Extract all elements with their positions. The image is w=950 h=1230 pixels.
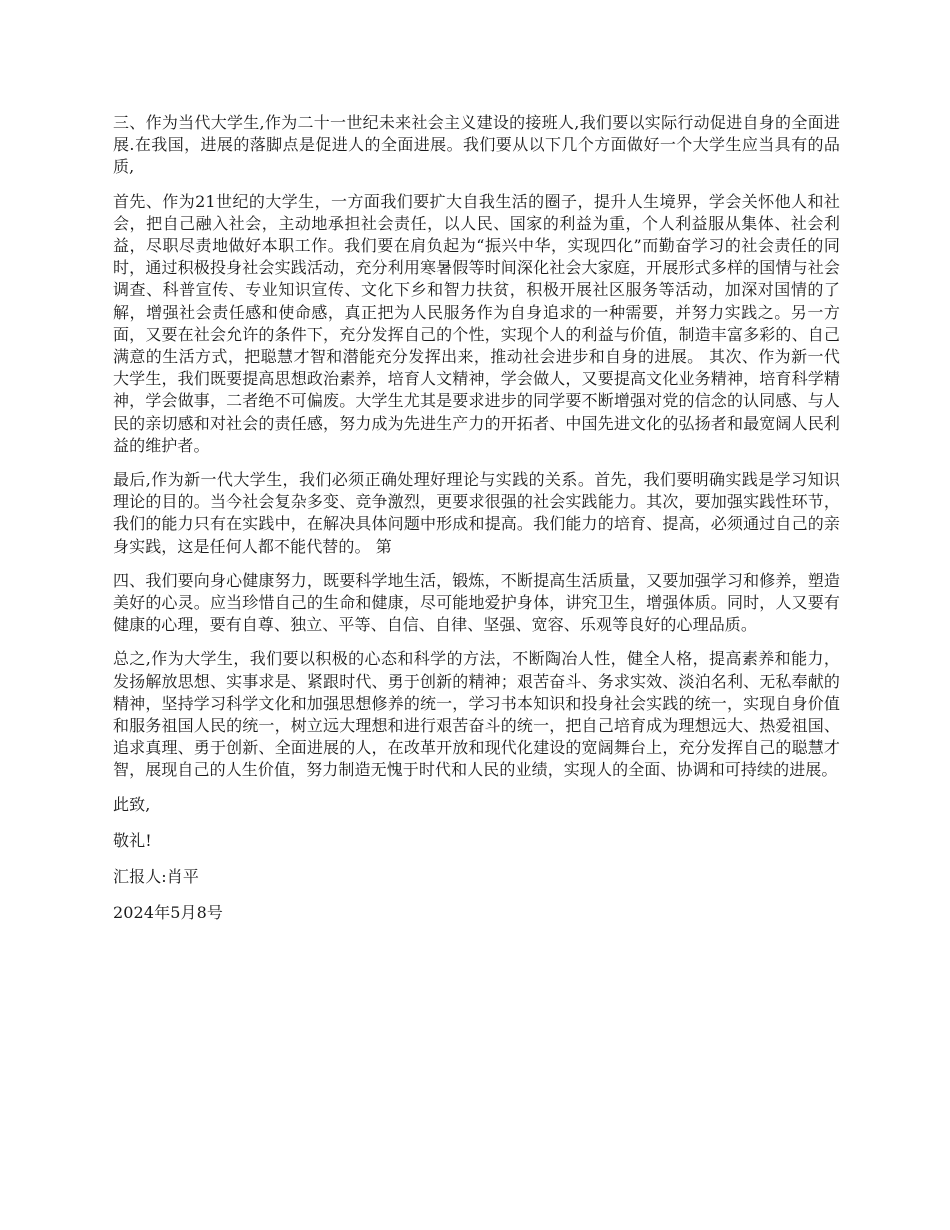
salute-line: 敬礼! — [113, 830, 152, 850]
paragraph-finally: 最后,作为新一代大学生，我们必须正确处理好理论与实践的关系。首先，我们要明确实践是学习知识理论的目的。当今社会复杂多变、竞争激烈，更要求很强的社会实践能力。其次，要加强实践性环节，我们的能力只有在实践中，在解决具体问题中形成和提高。我们能力的培育、提高，必须通过自己的亲身实践，这是任何人都不能代替的。 第 — [113, 470, 840, 556]
paragraph-conclusion: 总之,作为大学生，我们要以积极的心态和科学的方法，不断陶冶人性，健全人格，提高素养和能力，发扬解放思想、实事求是、紧跟时代、勇于创新的精神；艰苦奋斗、务求实效、淡泊名利、无私奉献的精神，坚持学习科学文化和加强思想修养的统一，学习书本知识和投身社会实践的统一，实现自身价值和服务祖国人民的统一，树立远大理想和进行艰苦奋斗的统一，把自己培育成为理想远大、热爱祖国、追求真理、勇于创新、全面进展的人，在改革开放和现代化建设的宽阔舞台上，充分发挥自己的聪慧才智，展现自己的人生价值，努力制造无愧于时代和人民的业绩，实现人的全面、协调和可持续的进展。 — [113, 649, 840, 780]
paragraph-first-and-second: 首先、作为21世纪的大学生，一方面我们要扩大自我生活的圈子，提升人生境界，学会关怀他人和社会，把自己融入社会，主动地承担社会责任，以人民、国家的利益为重，个人利益服从集体、社会利益，尽职尽责地做好本职工作。我们要在肩负起为“振兴中华，实现四化”而勤奋学习的社会责任的同时，通过积极投身社会实践活动，充分利用寒暑假等时间深化社会大家庭，开展形式多样的国情与社会调查、科普宣传、专业知识宣传、文化下乡和智力扶贫，积极开展社区服务等活动，加深对国情的了解，增强社会责任感和使命感，真正把为人民服务作为自身追求的一种需要，并努力实践之。另一方面，又要在社会允许的条件下，充分发挥自己的个性，实现个人的利益与价值，制造丰富多彩的、自己满意的生活方式，把聪慧才智和潜能充分发挥出来，推动社会进步和自身的进展。 其次、作为新一代大学生，我们既要提高思想政治素养，培育人文精神，学会做人，又要提高文化业务精神，培育科学精神，学会做事，二者绝不可偏废。大学生尤其是要求进步的同学要不断增强对党的信念的认同感、与人民的亲切感和对社会的责任感，努力成为先进生产力的开拓者、中国先进文化的弘扬者和最宽阔人民利益的维护者。 — [113, 191, 840, 455]
report-date: 2024年5月8号 — [113, 903, 223, 923]
document-body — [113, 112, 840, 939]
closing-line: 此致, — [113, 794, 151, 814]
paragraph-fourth-point: 四、我们要向身心健康努力，既要科学地生活，锻炼，不断提高生活质量，又要加强学习和修养，塑造美好的心灵。应当珍惜自己的生命和健康，尽可能地爱护身体，讲究卫生，增强体质。同时，人又要有健康的心理，要有自尊、独立、平等、自信、自律、坚强、宽容、乐观等良好的心理品质。 — [113, 570, 840, 635]
paragraph-third-point: 三、作为当代大学生,作为二十一世纪未来社会主义建设的接班人,我们要以实际行动促进自身的全面进展.在我国，进展的落脚点是促进人的全面进展。我们要从以下几个方面做好一个大学生应当具有的品质, — [113, 113, 840, 177]
reporter-signature: 汇报人:肖平 — [113, 867, 199, 887]
